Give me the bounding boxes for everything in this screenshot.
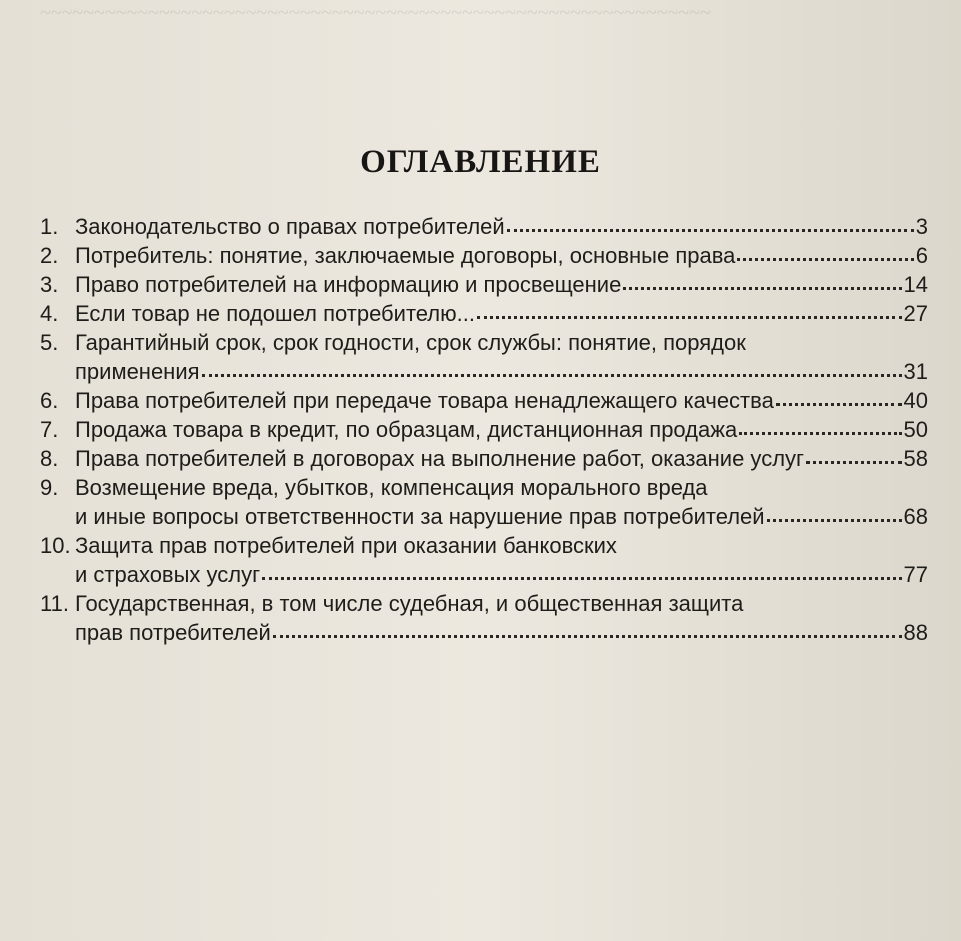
toc-page-number: 6 [915,243,928,268]
toc-entry-line [40,589,928,618]
toc-entry-number: 5. [40,330,59,355]
toc-page-number: 27 [903,301,928,326]
toc-dot-leader [739,417,901,437]
toc-dot-leader [776,388,902,408]
toc-dot-leader [262,562,901,582]
toc-entry-title: Если товар не подошел потребителю... [75,301,475,326]
toc-entry[interactable] [40,328,928,386]
toc-entry-line [40,241,928,270]
toc-entry-number: 2. [40,243,59,268]
toc-dot-leader [202,359,902,379]
toc-page-number: 68 [903,504,928,529]
toc-entry-number: 4. [40,301,59,326]
toc-entry-title: и иные вопросы ответственности за нарушение прав потребителей [75,504,765,529]
toc-entry-line [40,270,928,299]
toc-entry-title: Продажа товара в кредит, по образцам, дистанционная продажа [75,417,738,442]
toc-entry-title: Потребитель: понятие, заключаемые договоры, основные права [75,243,736,268]
toc-entry[interactable] [40,212,928,241]
toc-entry-number: 1. [40,214,59,239]
toc-entry-number: 10. [40,533,71,558]
toc-entry-title: Возмещение вреда, убытков, компенсация морального вреда [75,475,708,500]
toc-entry-line [40,357,928,386]
toc-entry-title: прав потребителей [75,620,271,645]
table-of-contents [40,212,928,647]
toc-entry-line [40,560,928,589]
toc-entry[interactable] [40,270,928,299]
toc-entry-title: Законодательство о правах потребителей [75,214,505,239]
toc-entry-title: применения [75,359,200,384]
toc-entry-title: Гарантийный срок, срок годности, срок службы: понятие, порядок [75,330,746,355]
toc-entry-line [40,502,928,531]
toc-entry-title: Защита прав потребителей при оказании банковских [75,533,617,558]
toc-entry-title: Права потребителей в договорах на выполнение работ, оказание услуг [75,446,805,471]
toc-dot-leader [623,272,901,292]
toc-page-number: 3 [915,214,928,239]
toc-entry[interactable] [40,415,928,444]
toc-page-number: 88 [903,620,928,645]
toc-dot-leader [806,446,901,466]
toc-dot-leader [767,504,902,524]
toc-entry[interactable] [40,241,928,270]
toc-entry-line [40,415,928,444]
toc-entry-number: 8. [40,446,59,471]
toc-entry-line [40,212,928,241]
toc-entry-title: Государственная, в том числе судебная, и общественная защита [75,591,744,616]
toc-entry-line [40,386,928,415]
toc-page-number: 40 [903,388,928,413]
toc-entry-line [40,531,928,560]
toc-entry-line [40,299,928,328]
toc-dot-leader [737,243,913,263]
toc-entry-number: 3. [40,272,59,297]
toc-page-number: 77 [903,562,928,587]
toc-dot-leader [507,214,914,234]
toc-entry[interactable] [40,386,928,415]
toc-page-number: 58 [903,446,928,471]
toc-entry[interactable] [40,299,928,328]
toc-dot-leader [273,620,902,640]
toc-entry-number: 9. [40,475,59,500]
toc-entry-title: и страховых услуг [75,562,261,587]
toc-entry[interactable] [40,473,928,531]
toc-dot-leader [477,301,902,321]
toc-page-number: 50 [903,417,928,442]
toc-entry[interactable] [40,589,928,647]
toc-entry-number: 6. [40,388,59,413]
toc-entry-line [40,444,928,473]
toc-entry[interactable] [40,444,928,473]
show-through-text: ~~~~~~~~~~~~~~~~~~~~~~~~~~~~~~~~~~~~~~~~~~~~~~~~~~~~~~~~~~~~~~ [40,2,711,24]
toc-entry-line [40,328,928,357]
toc-entry-line [40,473,928,502]
toc-page-number: 31 [903,359,928,384]
page-title: ОГЛАВЛЕНИЕ [360,144,601,180]
toc-entry-number: 7. [40,417,59,442]
toc-entry[interactable] [40,531,928,589]
toc-entry-title: Право потребителей на информацию и просвещение [75,272,622,297]
toc-entry-title: Права потребителей при передаче товара ненадлежащего качества [75,388,774,413]
toc-entry-number: 11. [40,591,69,616]
toc-entry-line [40,618,928,647]
toc-page-number: 14 [903,272,928,297]
